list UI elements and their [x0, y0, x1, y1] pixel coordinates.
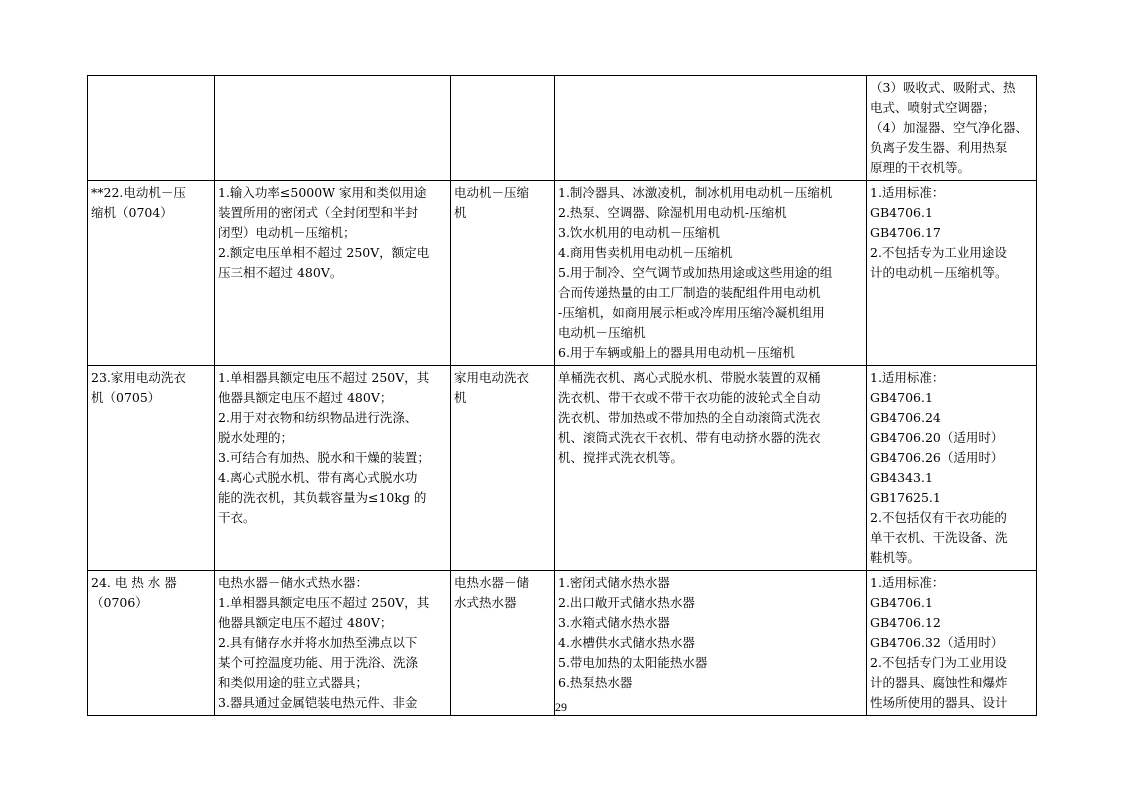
- cell-text-line: 原理的干衣机等。: [870, 160, 971, 175]
- notes-cell: [867, 366, 1037, 571]
- cell-text-line: 缩机（0704）: [91, 205, 173, 220]
- product-category-cell: [88, 571, 215, 716]
- cell-text-line: 电动机－压缩: [454, 185, 530, 200]
- product-types-cell: [555, 571, 867, 716]
- cell-text-line: （4）加湿器、空气净化器、: [870, 120, 1028, 135]
- cell-text-line: GB4706.26（适用时）: [870, 450, 1004, 465]
- product-category-cell: [88, 366, 215, 571]
- cell-text-line: 5.带电加热的太阳能热水器: [558, 655, 708, 670]
- cell-text-line: 2.不包括专门为工业用设: [870, 655, 1007, 670]
- product-types-cell: [555, 76, 867, 181]
- cell-text-line: GB4706.17: [870, 225, 941, 240]
- table-row: [88, 571, 1037, 716]
- cell-text-line: 2.出口敞开式储水热水器: [558, 595, 695, 610]
- cell-text-line: 2.具有储存水并将水加热至沸点以下: [218, 635, 418, 650]
- cell-text-line: （0706）: [91, 595, 148, 610]
- cell-text-line: 干衣。: [218, 510, 256, 525]
- product-unit-cell: [451, 366, 555, 571]
- table-row: [88, 366, 1037, 571]
- cell-text-line: 4.离心式脱水机、带有离心式脱水功: [218, 470, 418, 485]
- cell-text-line: 1.适用标准：: [870, 185, 945, 200]
- cell-text-line: 负离子发生器、利用热泵: [870, 140, 1008, 155]
- cell-text-line: GB17625.1: [870, 490, 941, 505]
- cell-text-line: 2.不包括仅有干衣功能的: [870, 510, 1007, 525]
- cell-text-line: 家用电动洗衣: [454, 370, 530, 385]
- notes-cell: [867, 571, 1037, 716]
- product-scope-table: [87, 75, 1037, 716]
- cell-text-line: 电热水器－储: [454, 575, 530, 590]
- cell-text-line: 2.不包括专为工业用途设: [870, 245, 1007, 260]
- cell-text-line: GB4706.12: [870, 615, 941, 630]
- cell-text-line: 机、滚筒式洗衣干衣机、带有电动挤水器的洗衣: [558, 430, 821, 445]
- cell-text-line: 1.单相器具额定电压不超过 250V，其: [218, 595, 430, 610]
- cell-text-line: 他器具额定电压不超过 480V；: [218, 390, 393, 405]
- product-types-cell: [555, 181, 867, 366]
- cell-text-line: （3）吸收式、吸附式、热: [870, 80, 1016, 95]
- cell-text-line: GB4706.1: [870, 595, 933, 610]
- cell-text-line: 机: [454, 390, 467, 405]
- cell-text-line: 24. 电 热 水 器: [91, 575, 177, 590]
- cell-text-line: 1.密闭式储水热水器: [558, 575, 670, 590]
- cell-text-line: 1.适用标准：: [870, 575, 945, 590]
- cell-text-line: 电热水器－储水式热水器：: [218, 575, 369, 590]
- cell-text-line: 4.商用售卖机用电动机－压缩机: [558, 245, 733, 260]
- cell-text-line: GB4343.1: [870, 470, 933, 485]
- product-description-cell: [215, 76, 451, 181]
- cell-text-line: 水式热水器: [454, 595, 517, 610]
- cell-text-line: 23.家用电动洗衣: [91, 370, 186, 385]
- product-category-cell: [88, 76, 215, 181]
- cell-text-line: 压三相不超过 480V。: [218, 265, 343, 280]
- cell-text-line: 性场所使用的器具、设计: [870, 695, 1008, 710]
- cell-text-line: GB4706.32（适用时）: [870, 635, 1004, 650]
- cell-text-line: 他器具额定电压不超过 480V；: [218, 615, 393, 630]
- cell-text-line: 装置所用的密闭式（全封闭型和半封: [218, 205, 419, 220]
- cell-text-line: 2.热泵、空调器、除湿机用电动机-压缩机: [558, 205, 787, 220]
- cell-text-line: 和类似用途的驻立式器具；: [218, 675, 369, 690]
- cell-text-line: 2.额定电压单相不超过 250V，额定电: [218, 245, 430, 260]
- product-unit-cell: [451, 571, 555, 716]
- cell-text-line: 单桶洗衣机、离心式脱水机、带脱水装置的双桶: [558, 370, 821, 385]
- product-types-cell: [555, 366, 867, 571]
- cell-text-line: **22.电动机－压: [91, 185, 186, 200]
- product-description-cell: [215, 571, 451, 716]
- product-unit-cell: [451, 181, 555, 366]
- cell-text-line: 1.适用标准：: [870, 370, 945, 385]
- cell-text-line: 5.用于制冷、空气调节或加热用途或这些用途的组: [558, 265, 833, 280]
- cell-text-line: 合而传递热量的由工厂制造的装配组件用电动机: [558, 285, 821, 300]
- cell-text-line: 电动机－压缩机: [558, 325, 646, 340]
- cell-text-line: 单干衣机、干洗设备、洗: [870, 530, 1008, 545]
- cell-text-line: GB4706.1: [870, 390, 933, 405]
- cell-text-line: 机（0705）: [91, 390, 161, 405]
- cell-text-line: 6.用于车辆或船上的器具用电动机－压缩机: [558, 345, 795, 360]
- cell-text-line: 3.水箱式储水热水器: [558, 615, 670, 630]
- cell-text-line: 电式、喷射式空调器；: [870, 100, 996, 115]
- page-number: 29: [555, 700, 567, 714]
- cell-text-line: 计的器具、腐蚀性和爆炸: [870, 675, 1008, 690]
- product-description-cell: [215, 181, 451, 366]
- cell-text-line: 2.用于对衣物和纺织物品进行洗涤、: [218, 410, 418, 425]
- product-unit-cell: [451, 76, 555, 181]
- cell-text-line: 1.单相器具额定电压不超过 250V，其: [218, 370, 430, 385]
- cell-text-line: 3.饮水机用的电动机－压缩机: [558, 225, 720, 240]
- product-description-cell: [215, 366, 451, 571]
- table-row: [88, 76, 1037, 181]
- cell-text-line: GB4706.24: [870, 410, 941, 425]
- cell-text-line: 脱水处理的；: [218, 430, 294, 445]
- cell-text-line: 某个可控温度功能、用于洗浴、洗涤: [218, 655, 419, 670]
- cell-text-line: -压缩机，如商用展示柜或冷库用压缩冷凝机组用: [558, 305, 825, 320]
- cell-text-line: 闭型）电动机－压缩机；: [218, 225, 356, 240]
- cell-text-line: 6.热泵热水器: [558, 675, 633, 690]
- cell-text-line: 计的电动机－压缩机等。: [870, 265, 1008, 280]
- cell-text-line: 能的洗衣机，其负载容量为≤10kg 的: [218, 490, 427, 505]
- cell-text-line: 洗衣机、带加热或不带加热的全自动滚筒式洗衣: [558, 410, 821, 425]
- notes-cell: [867, 76, 1037, 181]
- cell-text-line: GB4706.1: [870, 205, 933, 220]
- cell-text-line: 3.器具通过金属铠装电热元件、非金: [218, 695, 418, 710]
- notes-cell: [867, 181, 1037, 366]
- cell-text-line: 机: [454, 205, 467, 220]
- cell-text-line: 3.可结合有加热、脱水和干燥的装置；: [218, 450, 430, 465]
- cell-text-line: GB4706.20（适用时）: [870, 430, 1004, 445]
- cell-text-line: 4.水槽供水式储水热水器: [558, 635, 695, 650]
- cell-text-line: 1.输入功率≤5000W 家用和类似用途: [218, 185, 427, 200]
- cell-text-line: 1.制冷器具、冰激凌机，制冰机用电动机－压缩机: [558, 185, 833, 200]
- cell-text-line: 鞋机等。: [870, 550, 921, 565]
- table-row: [88, 181, 1037, 366]
- cell-text-line: 洗衣机、带干衣或不带干衣功能的波轮式全自动: [558, 390, 821, 405]
- product-category-cell: [88, 181, 215, 366]
- cell-text-line: 机、搅拌式洗衣机等。: [558, 450, 684, 465]
